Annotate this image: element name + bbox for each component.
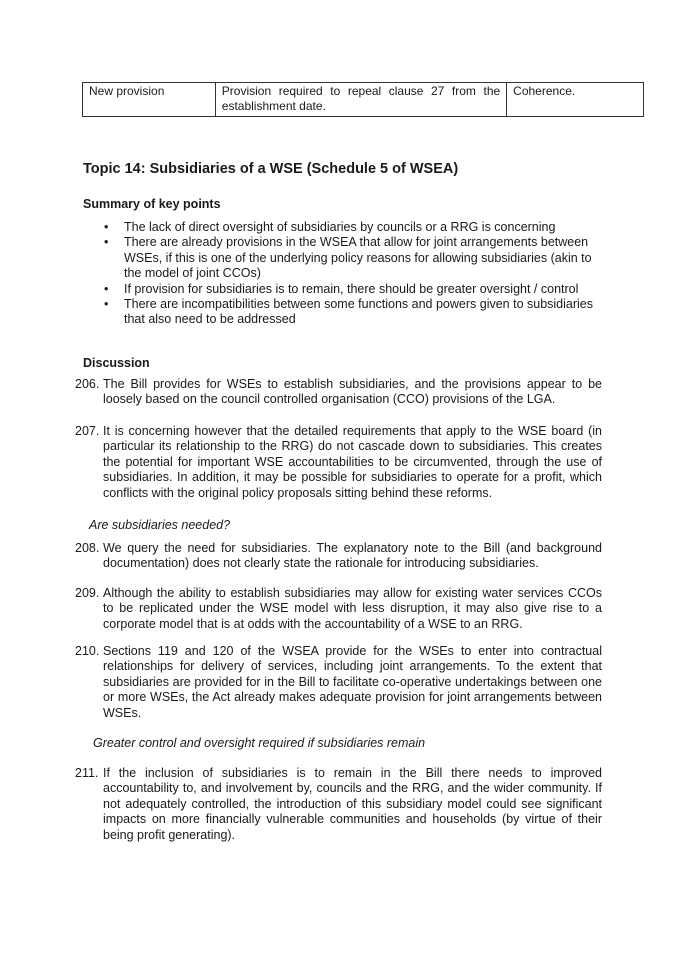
paragraph-text: It is concerning however that the detailed requirements that apply to the WSE board (in particular its relationship to the RRG) do not cascade down to subsidiaries. This creates the potential for important WSE accountabilities to be circumvented, through the use of subsidiaries. In addition, it may be possible for subsidiaries to operate for a profit, which conflicts with the original policy proposals sitting behind these reforms. bbox=[103, 424, 602, 500]
paragraph-208 bbox=[75, 541, 602, 572]
paragraph-number: 210. bbox=[75, 644, 100, 658]
paragraph-206 bbox=[75, 377, 602, 408]
subheading-subsidiaries-needed: Are subsidiaries needed? bbox=[89, 518, 231, 532]
topic-heading: Topic 14: Subsidiaries of a WSE (Schedule 5 of WSEA) bbox=[83, 161, 459, 177]
list-item: • The lack of direct oversight of subsidiaries by councils or a RRG is concerning bbox=[100, 220, 600, 235]
paragraph-number: 206. bbox=[75, 377, 100, 391]
paragraph-text: If the inclusion of subsidiaries is to remain in the Bill there needs to improved accountability to, and involvement by, councils and the RRG, and the wider community. If not adequately controlled, the introduction of this subsidiary model could see significant impacts on more financially vulnerable communities and households (by virtue of their being profit generating). bbox=[103, 766, 602, 842]
table-row bbox=[83, 83, 644, 117]
paragraph-number: 207. bbox=[75, 424, 100, 438]
table-cell-clause: New provision bbox=[83, 83, 216, 117]
paragraph-number: 209. bbox=[75, 586, 100, 600]
paragraph-211 bbox=[75, 766, 602, 843]
paragraph-text: Sections 119 and 120 of the WSEA provide for the WSEs to enter into contractual relationships for delivery of services, including joint arrangements. To the extent that subsidiaries are provided for in the Bill to facilitate co-operative undertakings between one or more WSEs, the Act already makes adequate provision for joint arrangements between WSEs. bbox=[103, 644, 602, 720]
discussion-heading: Discussion bbox=[83, 356, 150, 370]
paragraph-209 bbox=[75, 586, 602, 632]
paragraph-text: Although the ability to establish subsidiaries may allow for existing water services CCOs to be replicated under the WSE model with less disruption, it may also give rise to a corporate model that is at odds with the accountability of a WSE to an RRG. bbox=[103, 586, 602, 631]
paragraph-text: We query the need for subsidiaries. The explanatory note to the Bill (and background documentation) does not clearly state the rationale for introducing subsidiaries. bbox=[103, 541, 602, 571]
table-cell-reason: Coherence. bbox=[507, 83, 644, 117]
provision-table bbox=[82, 82, 644, 117]
list-item: • If provision for subsidiaries is to remain, there should be greater oversight / control bbox=[100, 282, 600, 297]
list-item: • There are already provisions in the WSEA that allow for joint arrangements between WSEs, if this is one of the underlying policy reasons for allowing subsidiaries (akin to the model of joint CCOs) bbox=[100, 235, 600, 281]
table-cell-comment: Provision required to repeal clause 27 from the establishment date. bbox=[215, 83, 506, 117]
list-item: • There are incompatibilities between some functions and powers given to subsidiaries that also need to be addressed bbox=[100, 297, 600, 328]
key-points-list bbox=[100, 220, 600, 328]
summary-heading: Summary of key points bbox=[83, 197, 221, 211]
subheading-greater-control: Greater control and oversight required if subsidiaries remain bbox=[93, 736, 426, 750]
paragraph-number: 208. bbox=[75, 541, 100, 555]
paragraph-text: The Bill provides for WSEs to establish subsidiaries, and the provisions appear to be loosely based on the council controlled organisation (CCO) provisions of the LGA. bbox=[103, 377, 602, 407]
paragraph-210 bbox=[75, 644, 602, 721]
paragraph-number: 211. bbox=[75, 766, 99, 780]
paragraph-207 bbox=[75, 424, 602, 501]
